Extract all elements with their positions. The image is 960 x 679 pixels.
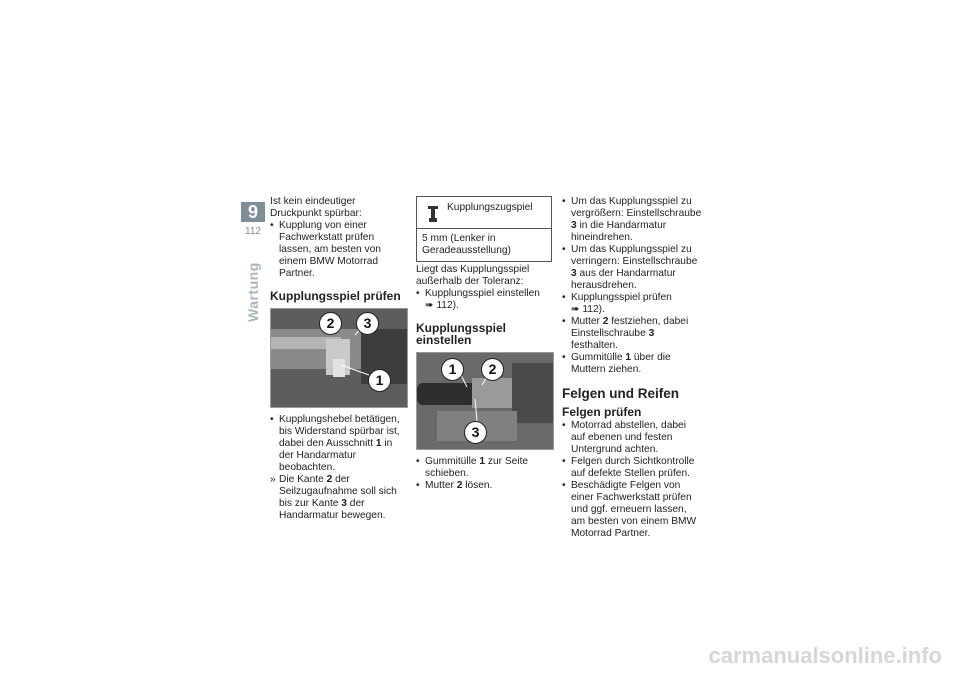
ref-number: 2 [456, 480, 463, 491]
text: der Seilzugaufnahme soll sich bis zur Kante [279, 474, 397, 509]
text: Die Kante [279, 474, 327, 485]
section-heading: Kupplungsspiel einstellen [416, 321, 506, 347]
section-heading: Kupplungsspiel prüfen [270, 289, 401, 303]
list-item [270, 414, 406, 474]
page-number: 112 [245, 226, 261, 237]
clutch-lever-photo [270, 308, 408, 408]
chapter-heading: Felgen und Reifen [562, 386, 680, 401]
list-item [562, 352, 702, 376]
callout-2: 2 [481, 358, 504, 381]
spec-header [417, 197, 551, 229]
ref-number: 3 [341, 498, 347, 509]
text: lösen. [462, 480, 493, 491]
list-item [416, 456, 552, 480]
text: Gummitülle [571, 352, 626, 363]
ref-number: 3 [571, 268, 577, 279]
body-text: Liegt das Kupplungsspiel außerhalb der Toleranz: [416, 264, 530, 287]
tool-icon [427, 205, 439, 223]
text: Kupplungshebel betätigen, bis Widerstand spürbar ist, dabei den Ausschnitt [279, 414, 400, 449]
text: Mutter [571, 316, 603, 327]
intro-text: Ist kein eindeutiger Druckpunkt spürbar: [270, 196, 362, 219]
chapter-number: 9 [241, 202, 265, 222]
text: in der Handarmatur beobachten. [279, 438, 393, 473]
text: der Handarmatur bewegen. [279, 498, 386, 521]
ref-number: 1 [479, 456, 486, 467]
list-item: • Beschädigte Felgen von einer Fachwerkstatt prüfen und ggf. erneuern lassen, am besten von einem BMW Motorrad Partner. [562, 480, 702, 540]
list-item: • Kupplung von einer Fachwerkstatt prüfen lassen, am besten von einem BMW Motorrad Partner. [270, 220, 406, 280]
text: Um das Kupplungsspiel zu vergrößern: Einstellschraube [571, 196, 702, 219]
text: über die Muttern ziehen. [571, 352, 671, 375]
ref-number: 1 [375, 438, 382, 449]
text: festhalten. [571, 340, 619, 351]
column-2 [416, 196, 552, 492]
callout-3: 3 [464, 421, 487, 444]
list-item [562, 292, 702, 316]
ref-number: 2 [326, 474, 333, 485]
column-1 [270, 196, 406, 522]
text: Gummitülle [425, 456, 480, 467]
callout-2: 2 [319, 312, 342, 335]
list-item [562, 196, 702, 244]
ref-number: 2 [602, 316, 609, 327]
text: in die Handarmatur hineindrehen. [571, 220, 667, 243]
page-reference[interactable]: ➠ 112). [571, 304, 605, 315]
callout-1: 1 [368, 369, 391, 392]
spec-box [416, 196, 552, 262]
ref-number: 3 [571, 220, 577, 231]
list-item: • Felgen durch Sichtkontrolle auf defekte Stellen prüfen. [562, 456, 702, 480]
list-item [562, 316, 702, 352]
result-item [270, 474, 406, 522]
page-reference[interactable]: ➠ 112). [425, 300, 459, 311]
text: Kupplungsspiel einstellen [425, 288, 540, 299]
callout-3: 3 [356, 312, 379, 335]
watermark: carmanualsonline.info [708, 643, 942, 668]
list-item [416, 480, 552, 492]
text: Um das Kupplungsspiel zu verringern: Einstellschraube [571, 244, 698, 267]
list-item: • Motorrad abstellen, dabei auf ebenen und festen Untergrund achten. [562, 420, 702, 456]
text: zur Seite schieben. [425, 456, 529, 479]
spec-value: 5 mm (Lenker in Geradeausstellung) [422, 233, 511, 256]
text: festziehen, dabei Einstellschraube [571, 316, 689, 339]
list-item [562, 244, 702, 292]
section-heading: Felgen prüfen [562, 405, 642, 419]
column-3 [562, 196, 702, 540]
section-label: Wartung [245, 262, 261, 322]
list-item [416, 288, 552, 312]
ref-number: 3 [648, 328, 655, 339]
clutch-adjust-photo [416, 352, 554, 450]
text: Mutter [425, 480, 457, 491]
text: Kupplungsspiel prüfen [571, 292, 672, 303]
spec-title: Kupplungszugspiel [447, 202, 533, 213]
ref-number: 1 [625, 352, 632, 363]
callout-1: 1 [441, 358, 464, 381]
text: aus der Handarmatur herausdrehen. [571, 268, 676, 291]
